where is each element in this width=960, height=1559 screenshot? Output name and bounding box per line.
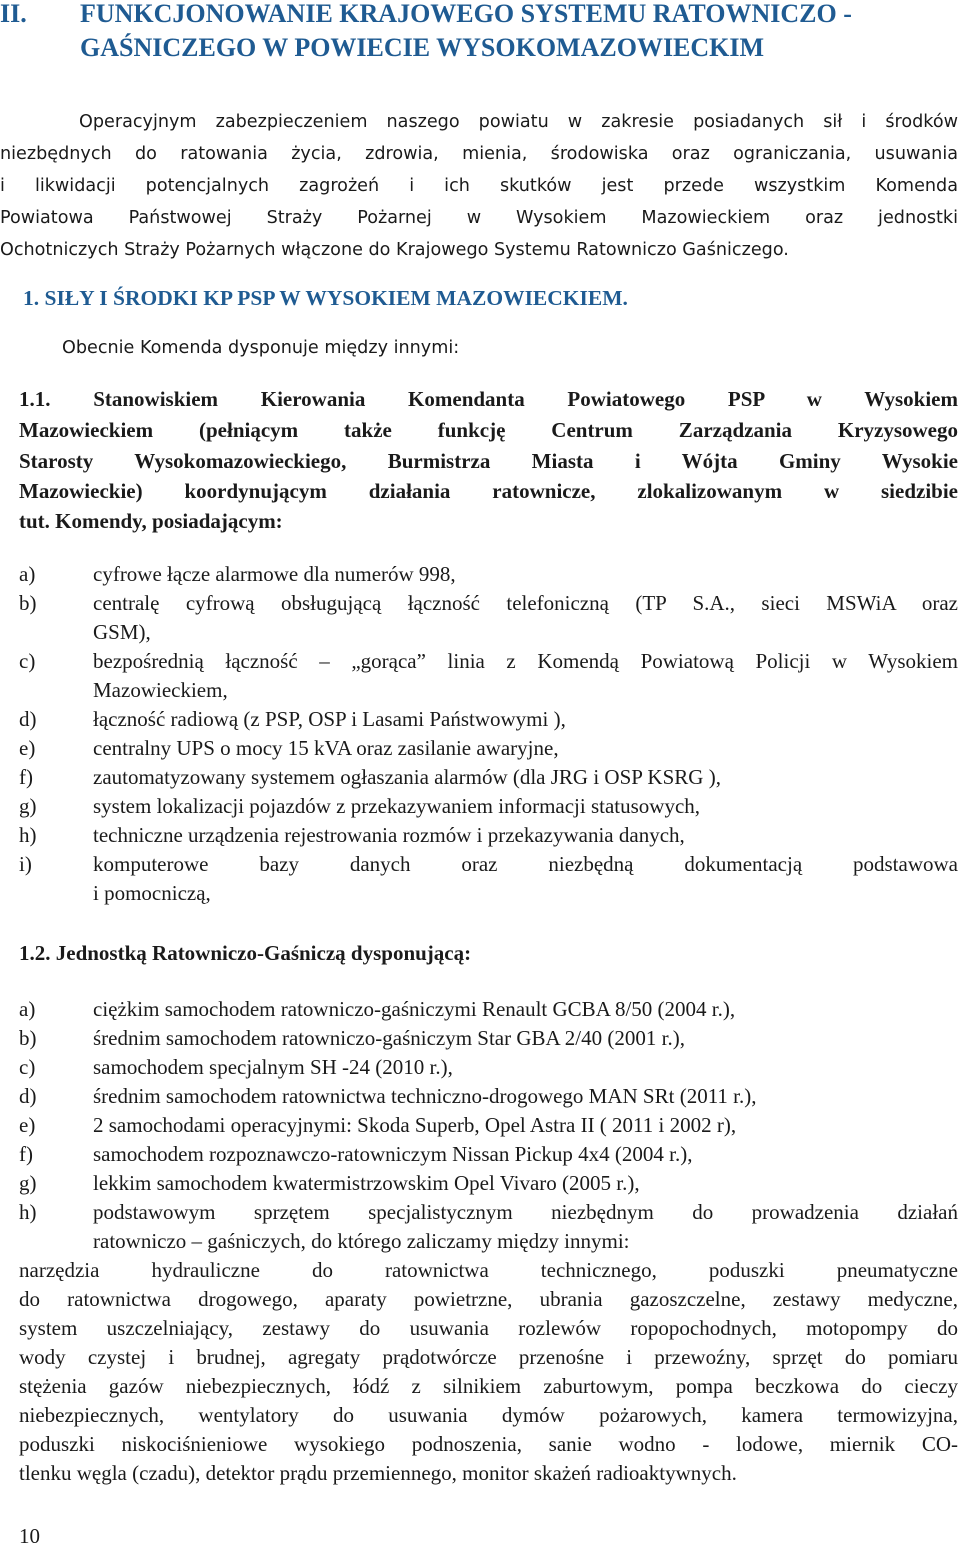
s11-item-h-marker: h): [19, 823, 37, 847]
s11-item-b-text: centralę cyfrową obsługującą łączność telefoniczną (TP S.A., sieci MSWiA oraz: [93, 591, 958, 615]
s12-item-h-text-2: ratowniczo – gaśniczych, do którego zaliczamy między innymi:: [93, 1229, 630, 1253]
s11-item-b-text-2: GSM),: [93, 620, 151, 644]
s11-line-5: tut. Komendy, posiadającym:: [19, 509, 283, 533]
section-title-line-1: FUNKCJONOWANIE KRAJOWEGO SYSTEMU RATOWNICZO -: [80, 0, 852, 28]
s12-item-g-text: lekkim samochodem kwatermistrzowskim Opel Vivaro (2005 r.),: [93, 1171, 640, 1195]
intro-line-3: i likwidacji potencjalnych zagrożeń i ich skutków jest przede wszystkim Komenda: [0, 176, 958, 196]
equipment-line-7: poduszki niskociśnieniowe wysokiego podnoszenia, sanie wodno - lodowe, miernik CO-: [19, 1432, 958, 1456]
s11-item-c-marker: c): [19, 649, 36, 673]
intro-line-1: Operacyjnym zabezpieczeniem naszego powiatu w zakresie posiadanych sił i środków: [79, 112, 958, 132]
intro-line-5: Ochotniczych Straży Pożarnych włączone do Krajowego Systemu Ratowniczo Gaśniczego.: [0, 240, 789, 260]
s12-item-d-marker: d): [19, 1084, 37, 1108]
s12-item-h-text: podstawowym sprzętem specjalistycznym niezbędnym do prowadzenia działań: [93, 1200, 958, 1224]
s12-item-f-text: samochodem rozpoznawczo-ratowniczym Nissan Pickup 4x4 (2004 r.),: [93, 1142, 693, 1166]
s12-item-b-marker: b): [19, 1026, 37, 1050]
page-number: 10: [19, 1524, 40, 1548]
equipment-line-1: narzędzia hydrauliczne do ratownictwa technicznego, poduszki pneumatyczne: [19, 1258, 958, 1282]
s12-item-a-marker: a): [19, 997, 36, 1021]
s11-line-3: Starosty Wysokomazowieckiego, Burmistrza Miasta i Wójta Gminy Wysokie: [19, 449, 958, 473]
heading-1: 1. SIŁY I ŚRODKI KP PSP W WYSOKIEM MAZOWIECKIEM.: [23, 286, 628, 310]
s12-item-e-text: 2 samochodami operacyjnymi: Skoda Superb, Opel Astra II ( 2011 i 2002 r),: [93, 1113, 737, 1137]
s11-item-b-marker: b): [19, 591, 37, 615]
s11-item-g-marker: g): [19, 794, 37, 818]
s11-item-a-marker: a): [19, 562, 36, 586]
s11-item-c-text: bezpośrednią łączność – „gorąca” linia z Komendą Powiatową Policji w Wysokiem: [93, 649, 958, 673]
s12-item-f-marker: f): [19, 1142, 33, 1166]
s12-item-g-marker: g): [19, 1171, 37, 1195]
s12-item-d-text: średnim samochodem ratownictwa techniczno-drogowego MAN SRt (2011 r.),: [93, 1084, 757, 1108]
s12-heading: 1.2. Jednostką Ratowniczo-Gaśniczą dysponującą:: [19, 941, 472, 965]
s11-item-a-text: cyfrowe łącze alarmowe dla numerów 998,: [93, 562, 456, 586]
s12-item-c-marker: c): [19, 1055, 36, 1079]
s11-item-d-marker: d): [19, 707, 37, 731]
equipment-line-5: stężenia gazów niebezpiecznych, łódź z silnikiem zaburtowym, pompa beczkowa do cieczy: [19, 1374, 958, 1398]
intro-line-2: niezbędnych do ratowania życia, zdrowia, mienia, środowiska oraz ograniczania, usuwania: [0, 144, 958, 164]
s11-item-i-text: komputerowe bazy danych oraz niezbędną dokumentacją podstawowa: [93, 852, 958, 876]
s11-item-d-text: łączność radiową (z PSP, OSP i Lasami Państwowymi ),: [93, 707, 566, 731]
s11-item-i-text-2: i pomocniczą,: [93, 881, 211, 905]
s12-item-a-text: ciężkim samochodem ratowniczo-gaśniczymi Renault GCBA 8/50 (2004 r.),: [93, 997, 736, 1021]
equipment-line-2: do ratownictwa drogowego, aparaty powietrzne, ubrania gazoszczelne, zestawy medyczne,: [19, 1287, 958, 1311]
equipment-line-8: tlenku węgla (czadu), detektor prądu przemiennego, monitor skażeń radioaktywnych.: [19, 1461, 737, 1485]
s11-item-f-marker: f): [19, 765, 33, 789]
intro-line-4: Powiatowa Państwowej Straży Pożarnej w Wysokiem Mazowieckiem oraz jednostki: [0, 208, 958, 228]
s11-item-e-text: centralny UPS o mocy 15 kVA oraz zasilanie awaryjne,: [93, 736, 559, 760]
s12-item-h-marker: h): [19, 1200, 37, 1224]
s11-item-g-text: system lokalizacji pojazdów z przekazywaniem informacji statusowych,: [93, 794, 701, 818]
s11-item-h-text: techniczne urządzenia rejestrowania rozmów i przekazywania danych,: [93, 823, 685, 847]
s11-line-4: Mazowieckie) koordynującym działania ratownicze, zlokalizowanym w siedzibie: [19, 479, 958, 503]
s11-item-i-marker: i): [19, 852, 32, 876]
equipment-line-3: system uszczelniający, zestawy do usuwania rozlewów ropopochodnych, motopompy do: [19, 1316, 958, 1340]
s12-item-e-marker: e): [19, 1113, 36, 1137]
s11-item-c-text-2: Mazowieckiem,: [93, 678, 228, 702]
s12-item-b-text: średnim samochodem ratowniczo-gaśniczym Star GBA 2/40 (2001 r.),: [93, 1026, 685, 1050]
section-roman: II.: [0, 0, 27, 28]
section-title-line-2: GAŚNICZEGO W POWIECIE WYSOKOMAZOWIECKIM: [80, 33, 765, 62]
s12-item-c-text: samochodem specjalnym SH -24 (2010 r.),: [93, 1055, 453, 1079]
s11-line-2: Mazowieckiem (pełniącym także funkcję Centrum Zarządzania Kryzysowego: [19, 418, 958, 442]
s11-item-f-text: zautomatyzowany systemem ogłaszania alarmów (dla JRG i OSP KSRG ),: [93, 765, 721, 789]
s11-item-e-marker: e): [19, 736, 36, 760]
equipment-line-6: niebezpiecznych, wentylatory do usuwania dymów pożarowych, kamera termowizyjna,: [19, 1403, 958, 1427]
s11-line-1: 1.1. Stanowiskiem Kierowania Komendanta Powiatowego PSP w Wysokiem: [19, 387, 958, 411]
intro-2: Obecnie Komenda dysponuje między innymi:: [62, 338, 460, 358]
equipment-line-4: wody czystej i brudnej, agregaty prądotwórcze przenośne i przewoźny, sprzęt do pomiaru: [19, 1345, 958, 1369]
